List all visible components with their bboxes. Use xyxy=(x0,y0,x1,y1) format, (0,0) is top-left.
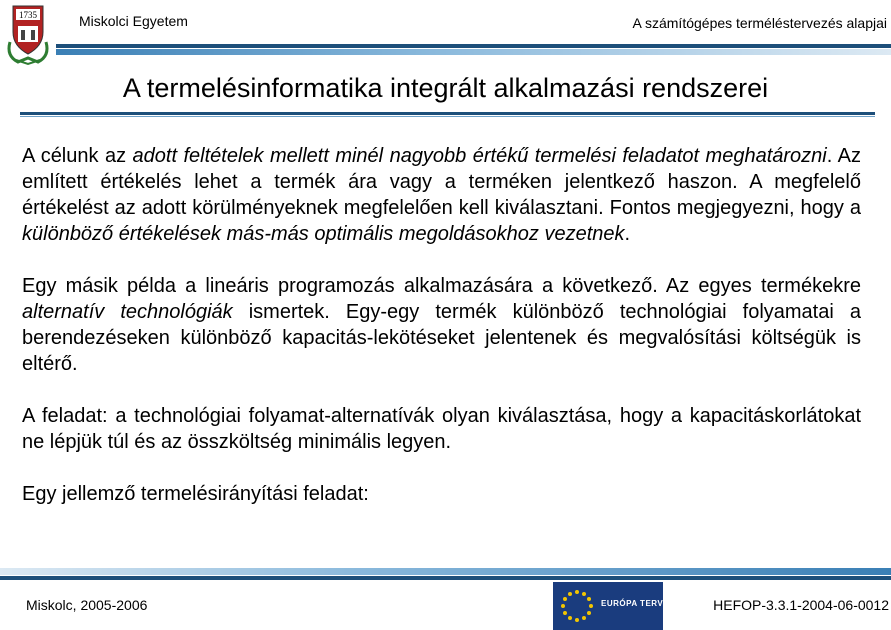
footer-project-code: HEFOP-3.3.1-2004-06-0012 xyxy=(713,597,889,613)
header-rule xyxy=(56,44,891,57)
footer-location: Miskolc, 2005-2006 xyxy=(26,597,148,613)
footer-rule xyxy=(0,568,891,582)
title-underline-thin xyxy=(20,116,875,117)
header-institution: Miskolci Egyetem xyxy=(79,13,188,29)
eu-label: EURÓPA TERV xyxy=(601,599,664,608)
university-crest-icon xyxy=(4,2,52,66)
europa-terv-logo xyxy=(553,582,663,630)
paragraph-1: A célunk az adott feltételek mellett minél nagyobb értékű termelési feladatot meghatározni. Az említett értékelés lehet a termék ára vagy a terméken jelentkező haszon. A megfelelő értékelést az adott körülményeknek megfelelően kell kiválasztani. Fontos megjegyezni, hogy a különböző értékelések más-más optimális megoldásokhoz vezetnek. xyxy=(22,145,861,245)
paragraph-4: Egy jellemző termelésirányítási feladat: xyxy=(22,483,369,505)
slide-body xyxy=(22,143,861,507)
paragraph-2: Egy másik példa a lineáris programozás alkalmazására a következő. Az egyes termékekre alternatív technológiák ismertek. Egy-egy termék különböző technológiai folyamatai a berendezéseken különböző kapacitás-lekötéseket jelentenek és megvalósítási költségük is eltérő. xyxy=(22,275,861,375)
title-underline xyxy=(20,112,875,115)
header-course: A számítógépes terméléstervezés alapjai xyxy=(632,15,887,31)
eu-stars-icon xyxy=(555,584,599,628)
slide-title: A termelésinformatika integrált alkalmazási rendszerei xyxy=(122,73,769,103)
paragraph-3: A feladat: a technológiai folyamat-alternatívák olyan kiválasztása, hogy a kapacitáskorlátokat ne lépjük túl és az összköltség minimális legyen. xyxy=(22,405,861,453)
crest-year: 1735 xyxy=(19,10,37,20)
